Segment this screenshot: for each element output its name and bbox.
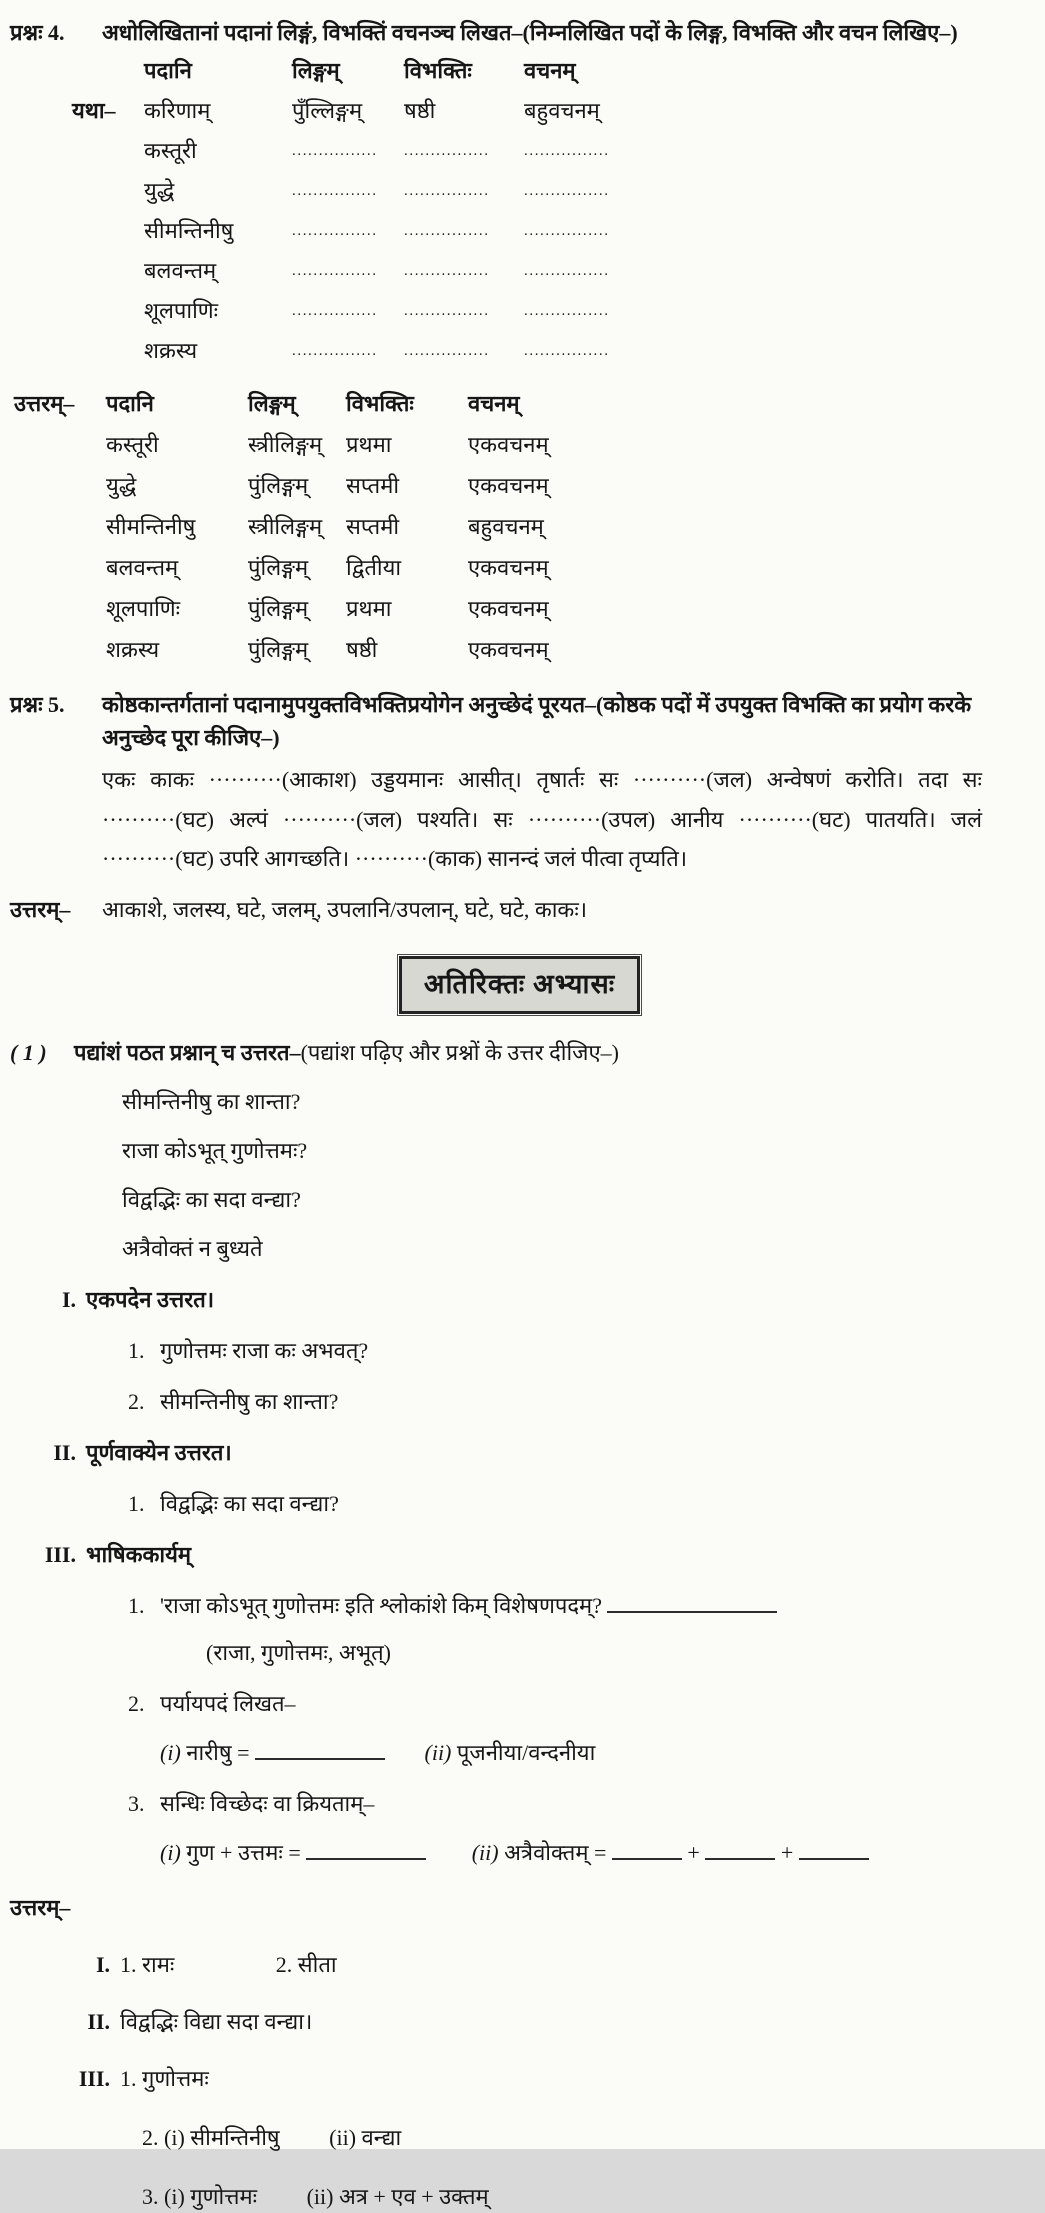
section-I-title: एकपदेन उत्तरत। bbox=[86, 1287, 215, 1313]
col-header-lingam: लिङ्गम् bbox=[248, 391, 296, 416]
answer-I-text: 1. रामः 2. सीता bbox=[120, 1952, 337, 1978]
word-cell: युद्धे bbox=[144, 178, 175, 203]
item-number: 1. bbox=[128, 1338, 145, 1364]
answer-blank-line bbox=[612, 1845, 682, 1860]
answer-cell: पुंलिङ्गम् bbox=[248, 555, 309, 580]
sub-item-line: (i) गुण + उत्तमः = (ii) अत्रैवोक्तम् = + + bbox=[160, 1836, 1029, 1869]
item-number: 2. bbox=[128, 1389, 145, 1415]
word-cell: सीमन्तिनीषु bbox=[144, 218, 234, 243]
question-4-sanskrit: अधोलिखितानां पदानां लिङ्गं, विभक्तिं वचनञ्च लिखत– bbox=[102, 20, 523, 45]
answer-I-numeral: I. bbox=[95, 1952, 110, 1978]
answer-blank-line bbox=[607, 1598, 777, 1613]
answer-II-text: विद्वद्भिः विद्या सदा वन्द्या। bbox=[120, 2009, 313, 2035]
sub-item-i-marker: (i) bbox=[160, 1840, 181, 1866]
col-header-vachanam: वचनम् bbox=[468, 391, 520, 416]
answer-cell: सप्तमी bbox=[346, 473, 400, 498]
answer-q5-label: उत्तरम्– bbox=[10, 896, 71, 922]
blank-dots: ................ bbox=[524, 183, 610, 199]
question-5-text bbox=[102, 688, 1029, 754]
answer-row-I bbox=[10, 1948, 1029, 1981]
answer-row-III bbox=[10, 2062, 1029, 2095]
item-text: गुणोत्तमः राजा कः अभवत्? bbox=[160, 1338, 369, 1364]
question-4-text bbox=[102, 16, 1029, 49]
blank-dots: ................ bbox=[404, 143, 490, 159]
answer-cell: प्रथमा bbox=[346, 596, 392, 621]
blank-dots: ................ bbox=[292, 263, 378, 279]
answer-blank-line bbox=[705, 1845, 775, 1860]
answer-cell: कस्तूरी bbox=[106, 432, 159, 457]
section-I-numeral: I. bbox=[61, 1287, 76, 1313]
blank-dots: ................ bbox=[292, 143, 378, 159]
answer-cell: शक्रस्य bbox=[106, 637, 160, 662]
answers-label: उत्तरम्– bbox=[10, 1895, 71, 1921]
answer-cell: एकवचनम् bbox=[468, 637, 549, 662]
question-4 bbox=[10, 16, 1029, 49]
answer-cell: पुंलिङ्गम् bbox=[248, 473, 309, 498]
verse-line: राजा कोऽभूत् गुणोत्तमः? bbox=[122, 1138, 308, 1164]
blank-dots: ................ bbox=[404, 343, 490, 359]
answer-cell: प्रथमा bbox=[346, 432, 392, 457]
item-text: विद्वद्भिः का सदा वन्द्या? bbox=[160, 1491, 339, 1517]
question-5-sanskrit: कोष्ठकान्तर्गतानां पदानामुपयुक्तविभक्तिप्रयोगेन अनुच्छेदं पूरयत– bbox=[102, 692, 597, 717]
answer-label: उत्तरम्– bbox=[14, 391, 75, 416]
answer-cell: स्त्रीलिङ्गम् bbox=[248, 514, 323, 539]
answer-cell: सीमन्तिनीषु bbox=[106, 514, 196, 539]
blank-dots: ................ bbox=[292, 343, 378, 359]
blank-dots: ................ bbox=[524, 143, 610, 159]
blank-dots: ................ bbox=[292, 303, 378, 319]
example-vibhakti: षष्ठी bbox=[404, 98, 436, 123]
list-item bbox=[128, 1687, 1029, 1720]
answer-row-II bbox=[10, 2005, 1029, 2038]
extra-q1-number: ( 1 ) bbox=[10, 1040, 47, 1066]
list-item bbox=[128, 1589, 1029, 1622]
col-header-vibhakti: विभक्तिः bbox=[346, 391, 414, 416]
col-header-vachanam: वचनम् bbox=[524, 58, 576, 83]
section-II-heading bbox=[10, 1436, 1029, 1469]
answer-cell: एकवचनम् bbox=[468, 473, 549, 498]
blank-dots: ................ bbox=[524, 223, 610, 239]
answer-cell: युद्धे bbox=[106, 473, 137, 498]
sub-item-line: (i) नारीषु = (ii) पूजनीया/वन्दनीया bbox=[160, 1740, 596, 1766]
answer-cell: एकवचनम् bbox=[468, 555, 549, 580]
answer-III-line1: 1. गुणोत्तमः bbox=[120, 2066, 209, 2092]
answer-cell: बहुवचनम् bbox=[468, 514, 544, 539]
answer-II-numeral: II. bbox=[87, 2009, 110, 2035]
item-text: 'राजा कोऽभूत् गुणोत्तमः इति श्लोकांशे किम् विशेषणपदम्? bbox=[160, 1589, 777, 1622]
blank-dots: ................ bbox=[524, 263, 610, 279]
section-III-heading bbox=[10, 1538, 1029, 1571]
answer-cell: पुंलिङ्गम् bbox=[248, 596, 309, 621]
answer-cell: षष्ठी bbox=[346, 637, 378, 662]
verse-line: सीमन्तिनीषु का शान्ता? bbox=[122, 1089, 301, 1115]
word-cell: कस्तूरी bbox=[144, 138, 197, 163]
answer-q5-text: आकाशे, जलस्य, घटे, जलम्, उपलानि/उपलान्, घटे, घटे, काकः। bbox=[102, 896, 588, 922]
blank-dots: ................ bbox=[292, 223, 378, 239]
answer-table-q4 bbox=[14, 383, 1029, 670]
answer-cell: शूलपाणिः bbox=[106, 596, 181, 621]
question-5-hindi: (कोष्ठक पदों में उपयुक्त विभक्ति का प्रयोग करके अनुच्छेद पूरा कीजिए–) bbox=[102, 692, 972, 750]
answer-blank-line bbox=[799, 1845, 869, 1860]
answer-cell: पुंलिङ्गम् bbox=[248, 637, 309, 662]
list-item bbox=[128, 1487, 1029, 1520]
verse-line: अत्रैवोक्तं न बुध्यते bbox=[122, 1236, 263, 1262]
example-word: करिणाम् bbox=[144, 98, 211, 123]
item-text: पर्यायपदं लिखत– bbox=[160, 1691, 296, 1717]
extra-q1-sanskrit: पद्यांशं पठत प्रश्नान् च उत्तरत– bbox=[74, 1040, 301, 1066]
answer-III-numeral: III. bbox=[78, 2066, 110, 2092]
extra-q1 bbox=[10, 1036, 1029, 1069]
answer-III-line2: 2. (i) सीमन्तिनीषु (ii) वन्द्या bbox=[142, 2125, 402, 2151]
answer-III-line3: 3. (i) गुणोत्तमः (ii) अत्र + एव + उक्तम् bbox=[142, 2184, 489, 2210]
extra-q1-hindi: (पद्यांश पढ़िए और प्रश्नों के उत्तर दीजिए–) bbox=[300, 1040, 620, 1066]
answer-blank-line bbox=[255, 1745, 385, 1760]
answer-blank-line bbox=[306, 1845, 426, 1860]
item-number: 3. bbox=[128, 1791, 145, 1817]
blank-dots: ................ bbox=[404, 263, 490, 279]
section-III-numeral: III. bbox=[44, 1542, 76, 1568]
example-vachana: बहुवचनम् bbox=[524, 98, 600, 123]
list-item bbox=[128, 1385, 1029, 1418]
answer-q5 bbox=[10, 893, 1029, 926]
word-cell: बलवन्तम् bbox=[144, 258, 217, 283]
section-I-heading bbox=[10, 1283, 1029, 1316]
word-cell: शूलपाणिः bbox=[144, 298, 219, 323]
answer-cell: सप्तमी bbox=[346, 514, 400, 539]
answer-cell: स्त्रीलिङ्गम् bbox=[248, 432, 323, 457]
options-line: (राजा, गुणोत्तमः, अभूत्) bbox=[206, 1640, 391, 1666]
verse-line: विद्वद्भिः का सदा वन्द्या? bbox=[122, 1187, 301, 1213]
answer-cell: एकवचनम् bbox=[468, 596, 549, 621]
sub-item-ii-marker: (ii) bbox=[424, 1740, 452, 1766]
item-text: सीमन्तिनीषु का शान्ता? bbox=[160, 1389, 339, 1415]
sub-item-i-marker: (i) bbox=[160, 1740, 181, 1766]
item-text: सन्धिः विच्छेदः वा क्रियताम्– bbox=[160, 1791, 375, 1817]
list-item bbox=[128, 1787, 1029, 1820]
col-header-vibhakti: विभक्तिः bbox=[404, 58, 472, 83]
fill-blank-paragraph: एकः काकः ··········(आकाश) उड्डयमानः आसीत्। तृषार्तः सः ··········(जल) अन्वेषणं करोति। तदा सः ··········(घट) अल्पं ··········(जल) पश्यति। सः ··········(उपल) आनीय ··········(घट) पातयति। जलं ··········(घट) उपरि आगच्छति। ··········(काक) सानन्दं जलं पीत्वा तृप्यति। bbox=[102, 767, 982, 872]
word-cell: शक्रस्य bbox=[144, 338, 198, 363]
blank-dots: ................ bbox=[404, 303, 490, 319]
col-header-padani: पदानि bbox=[106, 391, 154, 416]
item-number: 1. bbox=[128, 1593, 145, 1619]
blank-dots: ................ bbox=[404, 183, 490, 199]
section-title-box: अतिरिक्तः अभ्यासः bbox=[399, 956, 640, 1015]
item-number: 1. bbox=[128, 1491, 145, 1517]
col-header-lingam: लिङ्गम् bbox=[292, 58, 340, 83]
blank-dots: ................ bbox=[404, 223, 490, 239]
question-4-label: प्रश्नः 4. bbox=[10, 20, 65, 45]
answer-cell: एकवचनम् bbox=[468, 432, 549, 457]
answer-cell: द्वितीया bbox=[346, 555, 402, 580]
blank-dots: ................ bbox=[292, 183, 378, 199]
extra-q1-text bbox=[74, 1036, 1029, 1069]
question-5-label: प्रश्नः 5. bbox=[10, 692, 65, 717]
answer-cell: बलवन्तम् bbox=[106, 555, 179, 580]
exercise-table bbox=[72, 51, 1029, 371]
example-row-label: यथा– bbox=[72, 98, 116, 123]
section-II-title: पूर्णवाक्येन उत्तरत। bbox=[86, 1440, 232, 1466]
blank-dots: ................ bbox=[524, 303, 610, 319]
section-III-title: भाषिककार्यम् bbox=[86, 1542, 191, 1568]
question-5 bbox=[10, 688, 1029, 754]
col-header-padani: पदानि bbox=[144, 58, 192, 83]
blank-dots: ................ bbox=[524, 343, 610, 359]
question-4-hindi: (निम्नलिखित पदों के लिङ्ग, विभक्ति और वचन लिखिए–) bbox=[522, 20, 958, 45]
section-II-numeral: II. bbox=[53, 1440, 76, 1466]
item-number: 2. bbox=[128, 1691, 145, 1717]
example-linga: पुँल्लिङ्गम् bbox=[292, 98, 363, 123]
list-item bbox=[128, 1334, 1029, 1367]
sub-item-ii-marker: (ii) bbox=[471, 1840, 499, 1866]
